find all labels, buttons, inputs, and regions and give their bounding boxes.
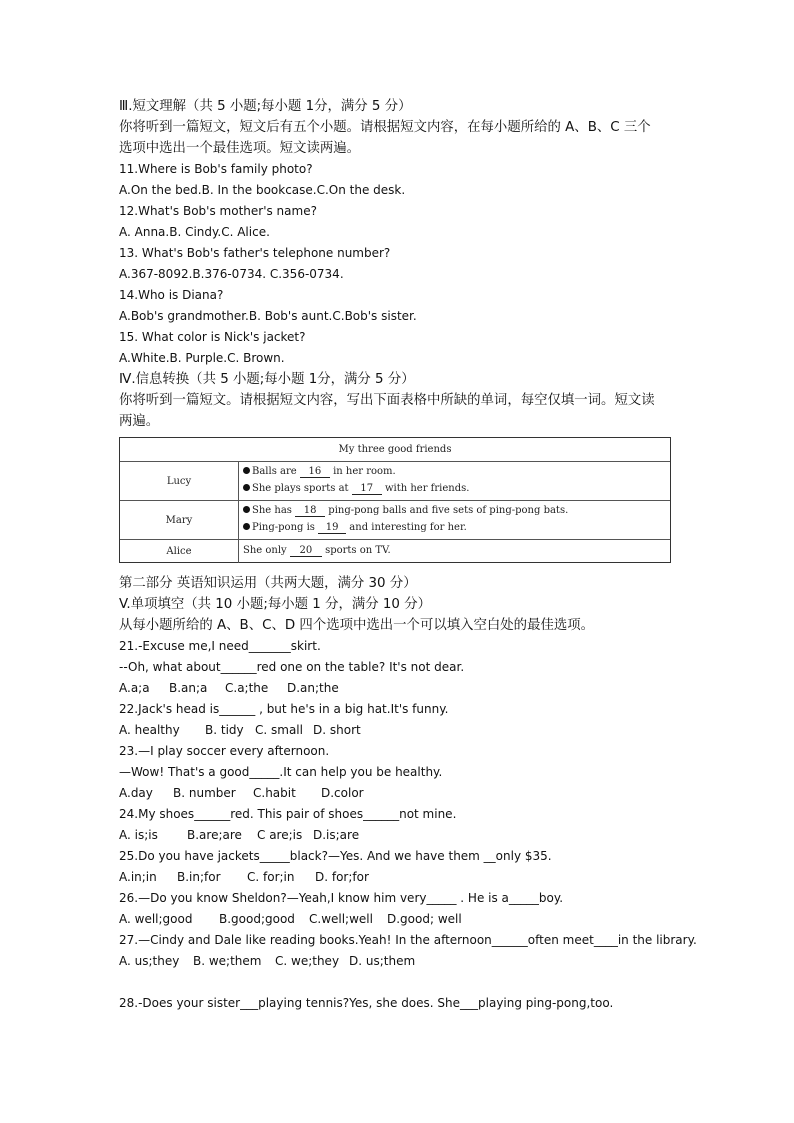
table-title: My three good friends — [338, 444, 452, 455]
question-13: 13. What's Bob's father's telephone number? — [119, 246, 391, 260]
table-name-mary: Mary — [120, 501, 239, 540]
options-12: A. Anna.B. Cindy.C. Alice. — [119, 225, 270, 239]
question-21-line1: 21.-Excuse me,I need_______skirt. — [119, 639, 321, 653]
part-2-heading: 第二部分 英语知识运用（共两大题，满分 30 分） — [119, 576, 417, 591]
question-15: 15. What color is Nick's jacket? — [119, 330, 306, 344]
question-28: 28.-Does your sister___playing tennis?Yes, she does. She___playing ping-pong,too. — [119, 996, 614, 1010]
bullet-icon — [243, 484, 250, 491]
lucy-line-2: She plays sports at 17 with her friends. — [243, 483, 469, 495]
options-21: A.a;a B.an;a C.a;the D.an;the — [119, 681, 339, 695]
mary-line-2: Ping-pong is 19 and interesting for her. — [243, 522, 467, 534]
blank-17: 17 — [352, 483, 382, 495]
question-24: 24.My shoes______red. This pair of shoes______not mine. — [119, 807, 457, 821]
question-23-line1: 23.—I play soccer every afternoon. — [119, 744, 330, 758]
options-15: A.White.B. Purple.C. Brown. — [119, 351, 285, 365]
question-27: 27.—Cindy and Dale like reading books.Yeah! In the afternoon______often meet____in the library. — [119, 933, 697, 947]
question-22: 22.Jack's head is______ , but he's in a big hat.It's funny. — [119, 702, 449, 716]
section-3-instructions-line2: 选项中选出一个最佳选项。短文读两遍。 — [119, 141, 361, 156]
question-11: 11.Where is Bob's family photo? — [119, 162, 313, 176]
question-25: 25.Do you have jackets_____black?—Yes. And we have them __only $35. — [119, 849, 552, 863]
blank-16: 16 — [300, 466, 330, 478]
section-3-heading: Ⅲ.短文理解（共 5 小题;每小题 1分，满分 5 分） — [119, 99, 412, 114]
options-13: A.367-8092.B.376-0734. C.356-0734. — [119, 267, 344, 281]
question-21-line2: --Oh, what about______red one on the table? It's not dear. — [119, 660, 465, 674]
bullet-icon — [243, 523, 250, 530]
table-name-lucy: Lucy — [120, 462, 239, 501]
table-row-alice — [120, 539, 670, 563]
blank-20: 20 — [290, 545, 322, 557]
blank-18: 18 — [295, 505, 325, 517]
options-23: A.day B. number C.habit D.color — [119, 786, 364, 800]
question-23-line2: —Wow! That's a good_____.It can help you be healthy. — [119, 765, 443, 779]
options-25: A.in;in B.in;for C. for;in D. for;for — [119, 870, 369, 884]
question-14: 14.Who is Diana? — [119, 288, 224, 302]
section-4-instructions-line1: 你将听到一篇短文。请根据短文内容，写出下面表格中所缺的单词，每空仅填一词。短文读 — [119, 393, 655, 408]
table-row-lucy — [120, 461, 670, 501]
bullet-icon — [243, 506, 250, 513]
question-26: 26.—Do you know Sheldon?—Yeah,I know him very_____ . He is a_____boy. — [119, 891, 564, 905]
section-5-heading: V.单项填空（共 10 小题;每小题 1 分，满分 10 分） — [119, 597, 431, 612]
table-name-alice: Alice — [120, 540, 239, 563]
section-3-instructions-line1: 你将听到一篇短文，短文后有五个小题。请根据短文内容，在每小题所给的 A、B、C 三个 — [119, 120, 651, 135]
options-27: A. us;they B. we;them C. we;they D. us;them — [119, 954, 416, 968]
options-11: A.On the bed.B. In the bookcase.C.On the desk. — [119, 183, 406, 197]
section-4-instructions-line2: 两遍。 — [119, 414, 160, 429]
bullet-icon — [243, 467, 250, 474]
table-row-mary — [120, 500, 670, 540]
section-3 — [119, 96, 679, 432]
alice-line-1: She only 20 sports on TV. — [243, 545, 391, 556]
options-26: A. well;good B.good;good C.well;well D.good; well — [119, 912, 462, 926]
section-5-instructions: 从每小题所给的 A、B、C、D 四个选项中选出一个可以填入空白处的最佳选项。 — [119, 618, 595, 633]
friends-table — [119, 437, 671, 563]
question-12: 12.What's Bob's mother's name? — [119, 204, 317, 218]
section-4-heading: Ⅳ.信息转换（共 5 小题;每小题 1分，满分 5 分） — [119, 372, 415, 387]
blank-19: 19 — [318, 522, 346, 534]
options-24: A. is;is B.are;are C are;is D.is;are — [119, 828, 360, 842]
part-2 — [119, 573, 719, 1014]
mary-line-1: She has 18 ping-pong balls and five sets of ping-pong bats. — [243, 505, 568, 517]
options-14: A.Bob's grandmother.B. Bob's aunt.C.Bob's sister. — [119, 309, 417, 323]
lucy-line-1: Balls are 16 in her room. — [243, 466, 396, 478]
options-22: A. healthy B. tidy C. small D. short — [119, 723, 361, 737]
